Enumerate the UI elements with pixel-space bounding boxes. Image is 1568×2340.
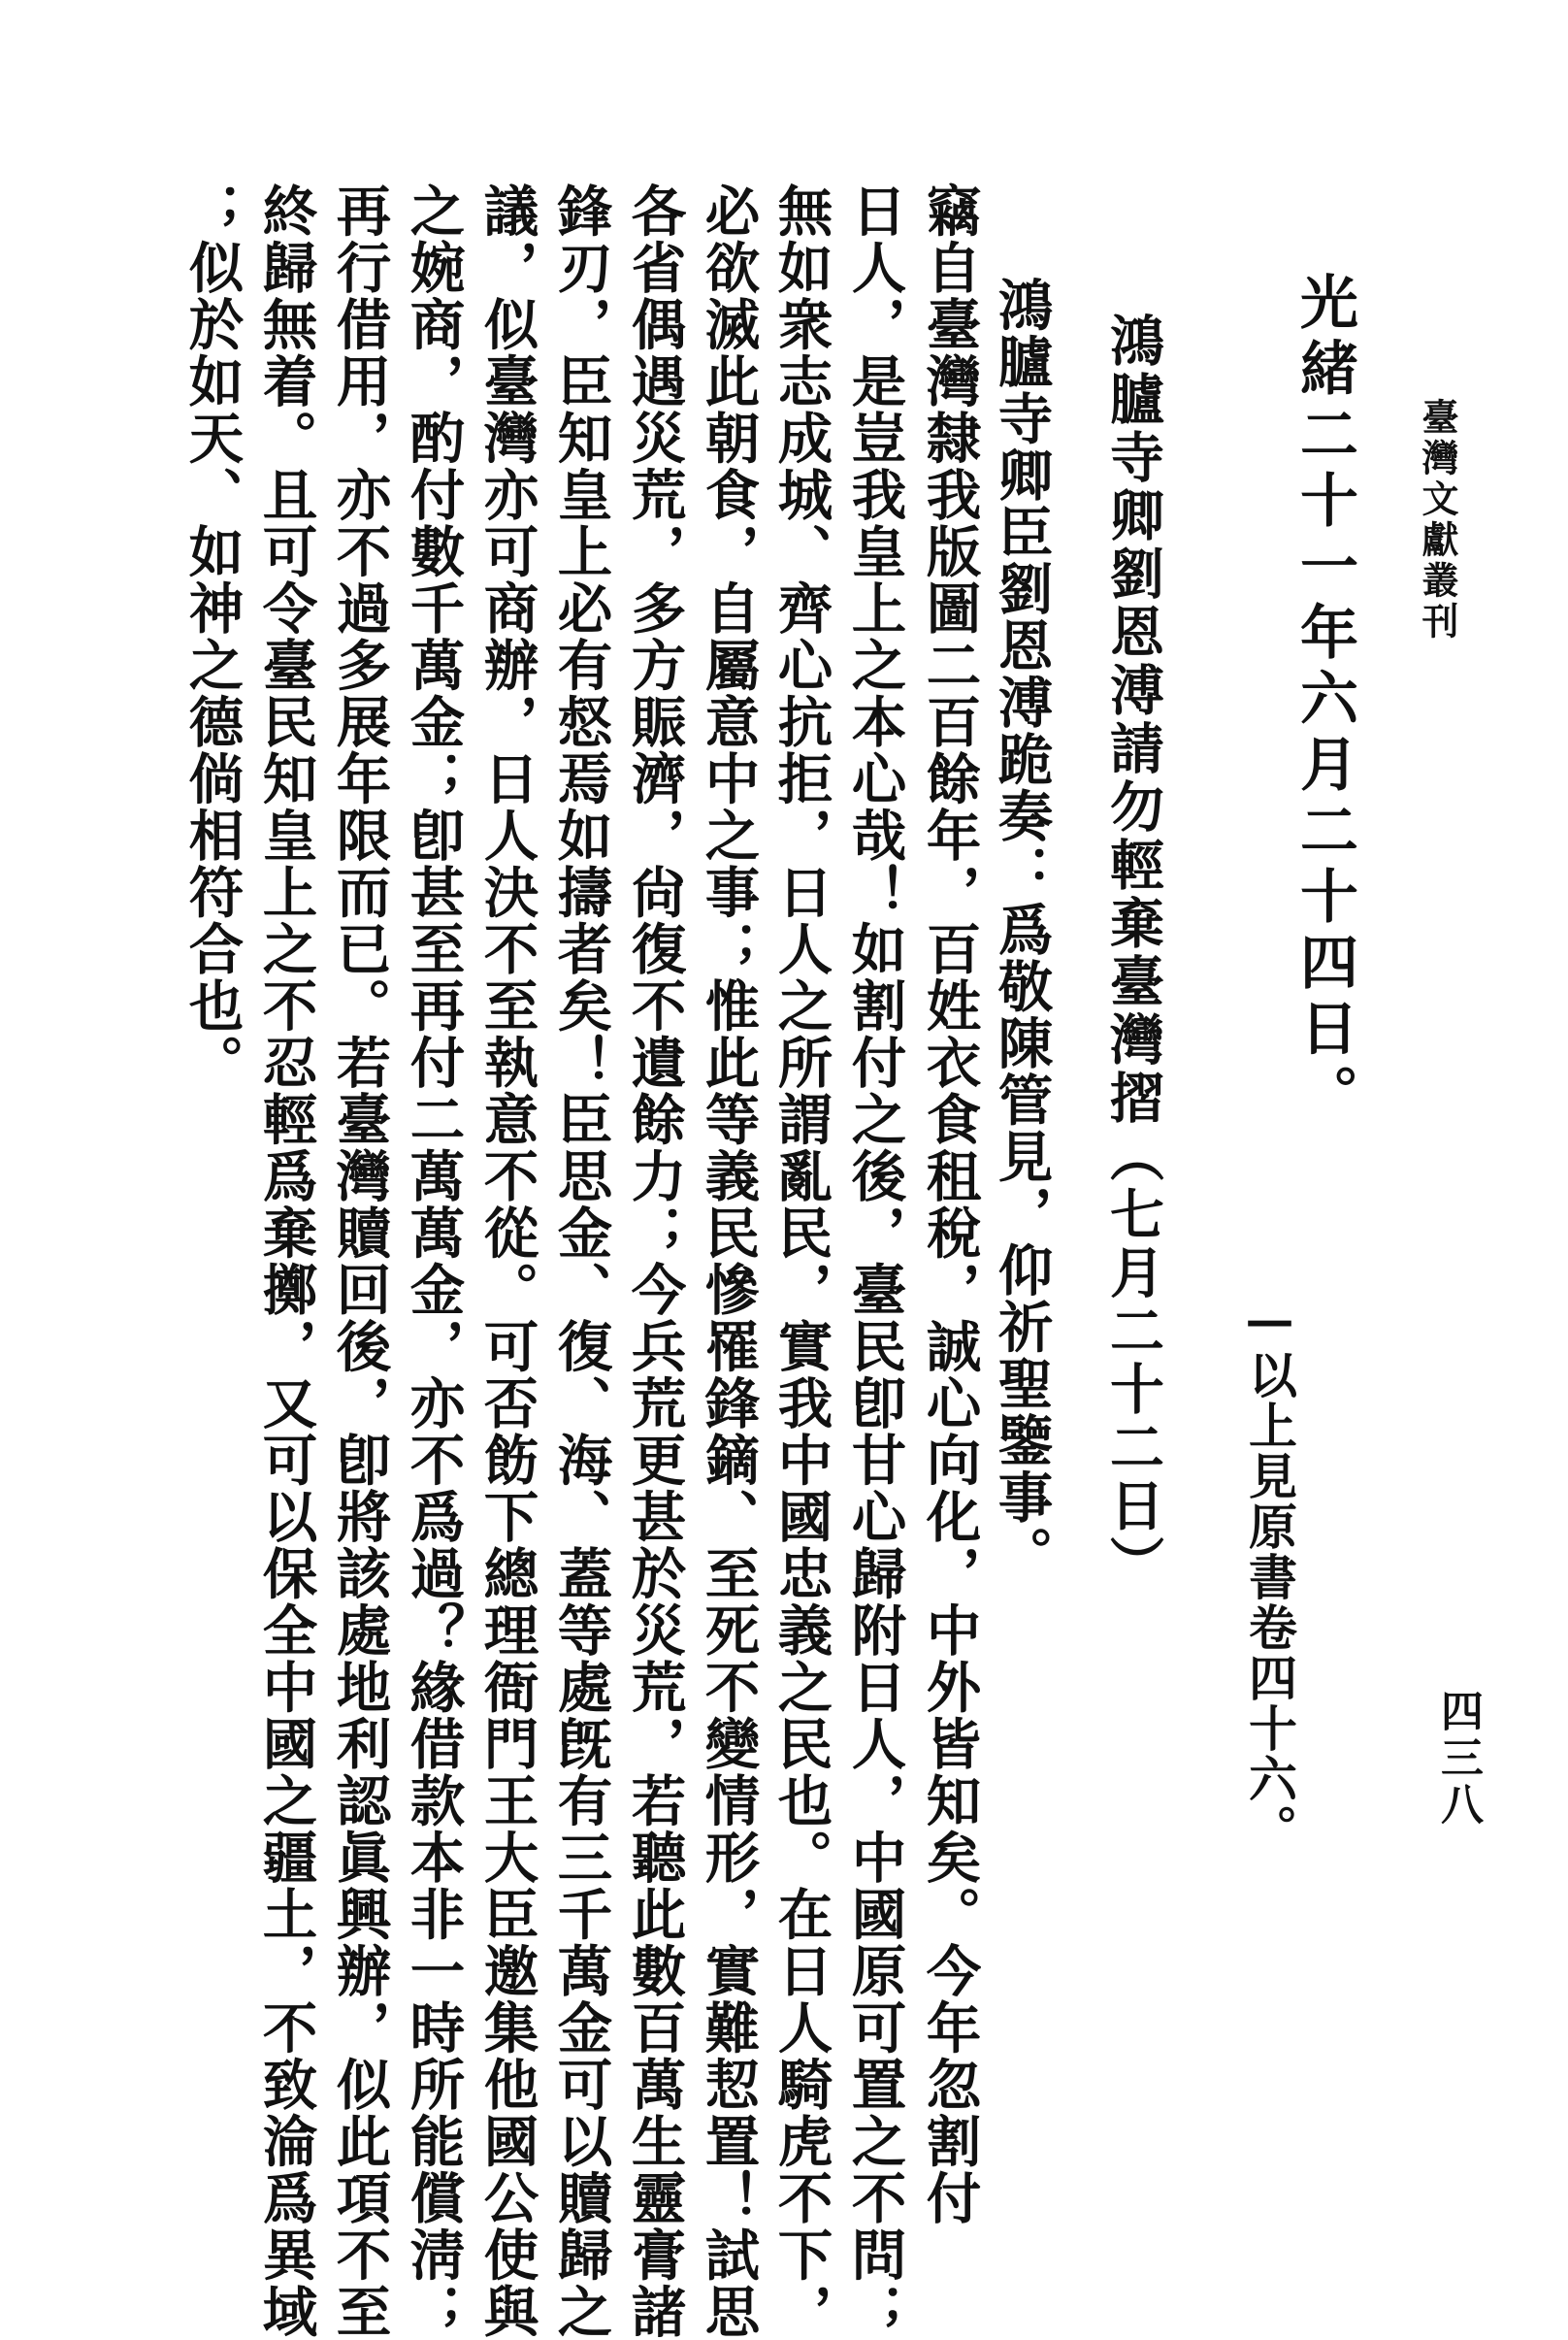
source-note: —以上見原書卷四十六。 <box>1241 1291 1298 1855</box>
series-title: 臺灣文獻叢刊 <box>1416 398 1459 643</box>
body-line: 鋒刃，臣知皇上必有惄焉如擣者矣！臣思金、復、海、蓋等處旣有三千萬金可以贖歸之 <box>548 182 613 2340</box>
page-number: 四三八 <box>1433 1689 1483 1829</box>
body-line: 竊自臺灣隸我版圖二百餘年，百姓衣食租稅，誠心向化，中外皆知矣。今年忽割付 <box>917 182 982 2226</box>
body-line: 終歸無着。且可令臺民知皇上之不忍輕爲棄擲，又可以保全中國之疆土，不致淪爲異域 <box>253 182 318 2340</box>
memorial-title: 鴻臚寺卿劉恩溥請勿輕棄臺灣摺（七月二十二日） <box>1101 313 1165 1594</box>
body-line: 日人，是豈我皇上之本心哉！如割付之後，臺民卽甘心歸附日人，中國原可置之不問； <box>842 182 907 2340</box>
body-line: 議，似臺灣亦可商辦，日人決不至執意不從。可否飭下總理衙門王大臣邀集他國公使與 <box>474 182 539 2340</box>
body-line: ；似於如天、如神之德倘相符合也。 <box>180 182 245 1091</box>
body-line: 再行借用，亦不過多展年限而已。若臺灣贖回後，卽將該處地利認眞興辦，似此項不至 <box>327 182 392 2340</box>
date-line: 光緒二十一年六月二十四日。 <box>1290 272 1358 1130</box>
body-line: 必欲滅此朝食，自屬意中之事；惟此等義民慘罹鋒鏑、至死不變情形，實難恝置！試思 <box>696 182 761 2340</box>
body-line: 無如衆志成城、齊心抗拒，日人之所謂亂民，實我中國忠義之民也。在日人騎虎不下， <box>768 182 833 2340</box>
body-line: 之婉商，酌付數千萬金；卽甚至再付二萬萬金，亦不爲過？緣借款本非一時所能償淸； <box>401 182 466 2340</box>
body-line: 鴻臚寺卿臣劉恩溥跪奏：爲敬陳管見，仰祈聖鑒事。 <box>989 277 1054 1583</box>
body-line: 各省偶遇災荒，多方賑濟，尙復不遺餘力；今兵荒更甚於災荒，若聽此數百萬生靈膏諸 <box>622 182 687 2340</box>
